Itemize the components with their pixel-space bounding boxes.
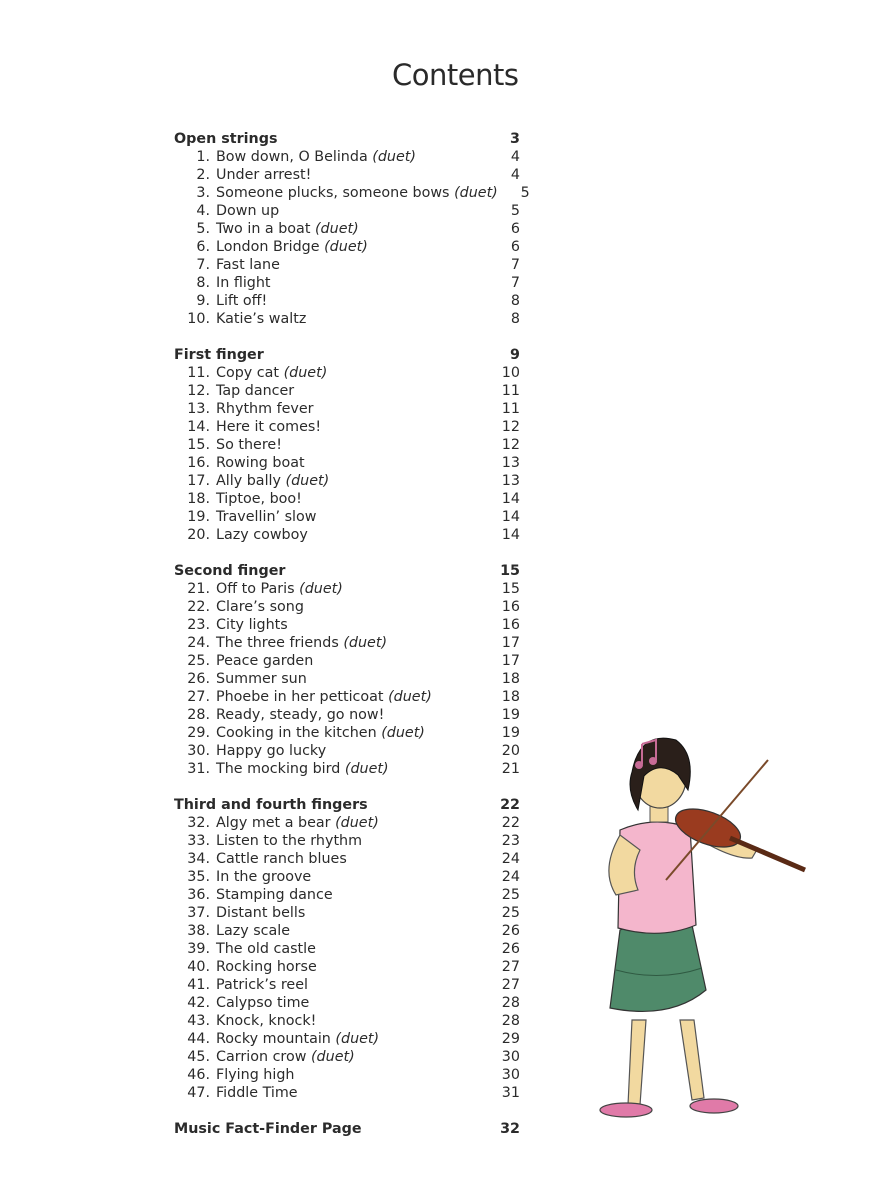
toc-entry-number: 33. bbox=[187, 833, 210, 849]
toc-entry-number: 40. bbox=[187, 959, 210, 975]
toc-entry-page-number: 23 bbox=[501, 833, 520, 849]
toc-entry-number: 28. bbox=[187, 707, 210, 723]
toc-entry-page-number: 4 bbox=[510, 149, 520, 165]
toc-entry-title: The mocking bird (duet) bbox=[216, 761, 389, 777]
toc-entry-number: 16. bbox=[187, 455, 210, 471]
toc-entry-row bbox=[174, 634, 520, 652]
toc-entry-page-number: 18 bbox=[501, 671, 520, 687]
toc-entry-row bbox=[174, 166, 520, 184]
toc-entry-page-number: 13 bbox=[501, 455, 520, 471]
toc-entry-page-number: 18 bbox=[501, 689, 520, 705]
duet-label: (duet) bbox=[344, 761, 389, 777]
toc-entry-title: The old castle bbox=[216, 941, 316, 957]
toc-entry-page-number: 31 bbox=[501, 1085, 520, 1101]
toc-entry-number: 38. bbox=[187, 923, 210, 939]
section-heading-row bbox=[174, 346, 520, 364]
toc-entry-page-number: 21 bbox=[501, 761, 520, 777]
toc-entry-title: Fiddle Time bbox=[216, 1085, 298, 1101]
toc-entry-title: Copy cat (duet) bbox=[216, 365, 328, 381]
toc-entry-title: Fast lane bbox=[216, 257, 280, 273]
toc-entry-row bbox=[174, 400, 520, 418]
toc-entry-number: 14. bbox=[187, 419, 210, 435]
footer-heading-page-number: 32 bbox=[500, 1121, 520, 1137]
toc-entry-page-number: 4 bbox=[510, 167, 520, 183]
toc-entry-title: Peace garden bbox=[216, 653, 314, 669]
toc-entry-number: 10. bbox=[187, 311, 210, 327]
toc-entry-number: 8. bbox=[196, 275, 210, 291]
toc-entry-number: 34. bbox=[187, 851, 210, 867]
toc-entry-title: Algy met a bear (duet) bbox=[216, 815, 379, 831]
toc-entry-title: Lazy cowboy bbox=[216, 527, 308, 543]
toc-entry-page-number: 20 bbox=[501, 743, 520, 759]
toc-entry-number: 9. bbox=[196, 293, 210, 309]
toc-entry-page-number: 8 bbox=[510, 293, 520, 309]
toc-entry-row bbox=[174, 148, 520, 166]
toc-entry-row bbox=[174, 832, 520, 850]
toc-entry-number: 3. bbox=[196, 185, 210, 201]
toc-entry-row bbox=[174, 814, 520, 832]
section-heading-page-number: 22 bbox=[500, 797, 520, 813]
toc-entry-title: Lazy scale bbox=[216, 923, 291, 939]
toc-entry-row bbox=[174, 526, 520, 544]
toc-entry-title: Summer sun bbox=[216, 671, 307, 687]
toc-section bbox=[174, 796, 520, 1102]
toc-entry-row bbox=[174, 616, 520, 634]
toc-entry-title: Lift off! bbox=[216, 293, 268, 309]
toc-entry-page-number: 19 bbox=[501, 707, 520, 723]
toc-entry-title: Off to Paris (duet) bbox=[216, 581, 343, 597]
toc-entry-title: Under arrest! bbox=[216, 167, 312, 183]
toc-entry-title: London Bridge (duet) bbox=[216, 239, 368, 255]
toc-entry-title: Clare’s song bbox=[216, 599, 304, 615]
toc-entry-number: 42. bbox=[187, 995, 210, 1011]
duet-label: (duet) bbox=[335, 1031, 380, 1047]
duet-label: (duet) bbox=[283, 365, 328, 381]
toc-entry-row bbox=[174, 1084, 520, 1102]
toc-entry-page-number: 5 bbox=[510, 203, 520, 219]
toc-entry-row bbox=[174, 364, 520, 382]
toc-entry-title: Patrick’s reel bbox=[216, 977, 309, 993]
toc-entry-title: Carrion crow (duet) bbox=[216, 1049, 355, 1065]
duet-label: (duet) bbox=[310, 1049, 355, 1065]
section-heading-row bbox=[174, 796, 520, 814]
toc-entry-title: Rocking horse bbox=[216, 959, 317, 975]
toc-entry-number: 31. bbox=[187, 761, 210, 777]
toc-entry-row bbox=[174, 274, 520, 292]
toc-entry-title: Rocky mountain (duet) bbox=[216, 1031, 380, 1047]
toc-entry-number: 25. bbox=[187, 653, 210, 669]
duet-label: (duet) bbox=[454, 185, 498, 201]
toc-entry-row bbox=[174, 238, 520, 256]
toc-entry-row bbox=[174, 472, 520, 490]
footer-heading-row bbox=[174, 1120, 520, 1138]
toc-entry-number: 36. bbox=[187, 887, 210, 903]
toc-entry-row bbox=[174, 292, 520, 310]
toc-entry-page-number: 13 bbox=[501, 473, 520, 489]
toc-entry-row bbox=[174, 184, 530, 202]
toc-entry-row bbox=[174, 202, 520, 220]
toc-entry-row bbox=[174, 490, 520, 508]
toc-entry-row bbox=[174, 868, 520, 886]
toc-entry-row bbox=[174, 742, 520, 760]
toc-entry-page-number: 25 bbox=[501, 887, 520, 903]
toc-entry-title: Listen to the rhythm bbox=[216, 833, 363, 849]
toc-entry-number: 2. bbox=[196, 167, 210, 183]
toc-entry-number: 47. bbox=[187, 1085, 210, 1101]
toc-entry-number: 21. bbox=[187, 581, 210, 597]
toc-entry-page-number: 30 bbox=[501, 1067, 520, 1083]
section-heading-title: Second finger bbox=[174, 563, 286, 579]
toc-entry-page-number: 6 bbox=[510, 221, 520, 237]
duet-label: (duet) bbox=[343, 635, 388, 651]
toc-entry-row bbox=[174, 1048, 520, 1066]
toc-entry-page-number: 7 bbox=[510, 275, 520, 291]
toc-entry-row bbox=[174, 886, 520, 904]
toc-entry-title: Cooking in the kitchen (duet) bbox=[216, 725, 425, 741]
section-heading-row bbox=[174, 562, 520, 580]
toc-entry-title: Tiptoe, boo! bbox=[216, 491, 302, 507]
toc-entry-title: Ally bally (duet) bbox=[216, 473, 330, 489]
duet-label: (duet) bbox=[299, 581, 343, 597]
toc-entry-title: In flight bbox=[216, 275, 271, 291]
toc-entry-number: 6. bbox=[196, 239, 210, 255]
toc-entry-page-number: 8 bbox=[510, 311, 520, 327]
toc-entry-title: Someone plucks, someone bows (duet) bbox=[216, 185, 498, 201]
toc-entry-title: Rowing boat bbox=[216, 455, 305, 471]
toc-entry-row bbox=[174, 598, 520, 616]
toc-entry-row bbox=[174, 652, 520, 670]
toc-entry-row bbox=[174, 1030, 520, 1048]
toc-entry-page-number: 17 bbox=[501, 635, 520, 651]
toc-entry-page-number: 26 bbox=[501, 923, 520, 939]
toc-entry-number: 43. bbox=[187, 1013, 210, 1029]
toc-entry-page-number: 27 bbox=[501, 977, 520, 993]
toc-entry-number: 37. bbox=[187, 905, 210, 921]
toc-entry-number: 35. bbox=[187, 869, 210, 885]
toc-entry-title: Cattle ranch blues bbox=[216, 851, 347, 867]
toc-entry-page-number: 14 bbox=[501, 509, 520, 525]
toc-entry-title: Knock, knock! bbox=[216, 1013, 317, 1029]
toc-entry-title: Two in a boat (duet) bbox=[216, 221, 359, 237]
toc-entry-page-number: 16 bbox=[501, 599, 520, 615]
toc-entry-page-number: 14 bbox=[501, 491, 520, 507]
toc-entry-page-number: 14 bbox=[501, 527, 520, 543]
toc-entry-title: City lights bbox=[216, 617, 288, 633]
duet-label: (duet) bbox=[381, 725, 425, 741]
toc-entry-title: Happy go lucky bbox=[216, 743, 327, 759]
toc-section bbox=[174, 562, 520, 778]
toc-entry-row bbox=[174, 958, 520, 976]
toc-entry-number: 41. bbox=[187, 977, 210, 993]
toc-entry-title: Flying high bbox=[216, 1067, 295, 1083]
toc-entry-number: 18. bbox=[187, 491, 210, 507]
section-heading-title: Third and fourth fingers bbox=[174, 797, 368, 813]
toc-entry-title: In the groove bbox=[216, 869, 312, 885]
toc-entry-page-number: 25 bbox=[501, 905, 520, 921]
toc-section bbox=[174, 346, 520, 544]
toc-entry-page-number: 27 bbox=[501, 959, 520, 975]
toc-entry-row bbox=[174, 580, 520, 598]
toc-entry-number: 23. bbox=[187, 617, 210, 633]
toc-entry-row bbox=[174, 940, 520, 958]
toc-entry-number: 27. bbox=[187, 689, 210, 705]
toc-entry-number: 12. bbox=[187, 383, 210, 399]
toc-entry-title: Bow down, O Belinda (duet) bbox=[216, 149, 416, 165]
toc-entry-page-number: 17 bbox=[501, 653, 520, 669]
toc-entry-row bbox=[174, 310, 520, 328]
section-heading-page-number: 9 bbox=[510, 347, 520, 363]
toc-entry-page-number: 24 bbox=[501, 869, 520, 885]
toc-entry-number: 45. bbox=[187, 1049, 210, 1065]
toc-entry-number: 15. bbox=[187, 437, 210, 453]
toc-entry-number: 22. bbox=[187, 599, 210, 615]
toc-entry-page-number: 11 bbox=[501, 383, 520, 399]
toc-entry-row bbox=[174, 688, 520, 706]
duet-label: (duet) bbox=[314, 221, 359, 237]
duet-label: (duet) bbox=[388, 689, 432, 705]
page-title: Contents bbox=[392, 58, 519, 92]
toc-entry-title: Distant bells bbox=[216, 905, 306, 921]
toc-entry-title: Here it comes! bbox=[216, 419, 322, 435]
girl-playing-violin-illustration bbox=[580, 720, 820, 1125]
toc-entry-row bbox=[174, 670, 520, 688]
toc-entry-number: 7. bbox=[196, 257, 210, 273]
toc-entry-title: Tap dancer bbox=[216, 383, 295, 399]
toc-entry-number: 13. bbox=[187, 401, 210, 417]
toc-entry-row bbox=[174, 904, 520, 922]
toc-entry-row bbox=[174, 1012, 520, 1030]
toc-entry-row bbox=[174, 382, 520, 400]
section-heading-row bbox=[174, 130, 520, 148]
footer-heading-title: Music Fact-Finder Page bbox=[174, 1121, 362, 1137]
toc-entry-title: Phoebe in her petticoat (duet) bbox=[216, 689, 432, 705]
duet-label: (duet) bbox=[285, 473, 330, 489]
toc-entry-page-number: 22 bbox=[501, 815, 520, 831]
toc-entry-page-number: 19 bbox=[501, 725, 520, 741]
toc-entry-title: Down up bbox=[216, 203, 280, 219]
toc-entry-row bbox=[174, 508, 520, 526]
toc-entry-row bbox=[174, 922, 520, 940]
toc-entry-number: 44. bbox=[187, 1031, 210, 1047]
toc-entry-row bbox=[174, 436, 520, 454]
toc-entry-page-number: 24 bbox=[501, 851, 520, 867]
toc-entry-title: Rhythm fever bbox=[216, 401, 314, 417]
toc-entry-page-number: 29 bbox=[501, 1031, 520, 1047]
toc-entry-row bbox=[174, 256, 520, 274]
toc-entry-page-number: 16 bbox=[501, 617, 520, 633]
toc-entry-row bbox=[174, 976, 520, 994]
toc-entry-title: Stamping dance bbox=[216, 887, 333, 903]
toc-entry-number: 1. bbox=[196, 149, 210, 165]
toc-entry-row bbox=[174, 994, 520, 1012]
toc-entry-number: 32. bbox=[187, 815, 210, 831]
section-heading-page-number: 3 bbox=[510, 131, 520, 147]
toc-entry-number: 26. bbox=[187, 671, 210, 687]
toc-entry-page-number: 11 bbox=[501, 401, 520, 417]
toc-entry-page-number: 28 bbox=[501, 995, 520, 1011]
toc-entry-row bbox=[174, 760, 520, 778]
toc-entry-row bbox=[174, 454, 520, 472]
toc-entry-page-number: 5 bbox=[520, 185, 530, 201]
toc-entry-page-number: 10 bbox=[501, 365, 520, 381]
toc-entry-number: 11. bbox=[187, 365, 210, 381]
toc-entry-row bbox=[174, 1066, 520, 1084]
toc-entry-page-number: 12 bbox=[501, 419, 520, 435]
duet-label: (duet) bbox=[372, 149, 416, 165]
table-of-contents bbox=[174, 130, 530, 1138]
toc-entry-page-number: 12 bbox=[501, 437, 520, 453]
toc-entry-number: 46. bbox=[187, 1067, 210, 1083]
section-heading-title: First finger bbox=[174, 347, 264, 363]
toc-entry-page-number: 7 bbox=[510, 257, 520, 273]
toc-entry-title: So there! bbox=[216, 437, 282, 453]
toc-entry-number: 29. bbox=[187, 725, 210, 741]
toc-entry-title: Ready, steady, go now! bbox=[216, 707, 385, 723]
toc-entry-title: The three friends (duet) bbox=[216, 635, 388, 651]
toc-entry-page-number: 30 bbox=[501, 1049, 520, 1065]
toc-entry-title: Travellin’ slow bbox=[216, 509, 317, 525]
toc-entry-row bbox=[174, 724, 520, 742]
toc-entry-number: 5. bbox=[196, 221, 210, 237]
section-heading-title: Open strings bbox=[174, 131, 278, 147]
toc-entry-number: 24. bbox=[187, 635, 210, 651]
toc-entry-title: Katie’s waltz bbox=[216, 311, 307, 327]
toc-entry-number: 4. bbox=[196, 203, 210, 219]
toc-entry-page-number: 6 bbox=[510, 239, 520, 255]
toc-entry-row bbox=[174, 220, 520, 238]
toc-entry-page-number: 15 bbox=[501, 581, 520, 597]
toc-entry-title: Calypso time bbox=[216, 995, 310, 1011]
duet-label: (duet) bbox=[335, 815, 379, 831]
toc-entry-page-number: 26 bbox=[501, 941, 520, 957]
toc-section bbox=[174, 130, 530, 328]
toc-entry-row bbox=[174, 706, 520, 724]
toc-entry-number: 20. bbox=[187, 527, 210, 543]
toc-entry-number: 39. bbox=[187, 941, 210, 957]
section-heading-page-number: 15 bbox=[500, 563, 520, 579]
toc-entry-row bbox=[174, 850, 520, 868]
toc-entry-number: 17. bbox=[187, 473, 210, 489]
toc-entry-page-number: 28 bbox=[501, 1013, 520, 1029]
toc-entry-number: 19. bbox=[187, 509, 210, 525]
toc-entry-row bbox=[174, 418, 520, 436]
toc-entry-number: 30. bbox=[187, 743, 210, 759]
duet-label: (duet) bbox=[324, 239, 368, 255]
